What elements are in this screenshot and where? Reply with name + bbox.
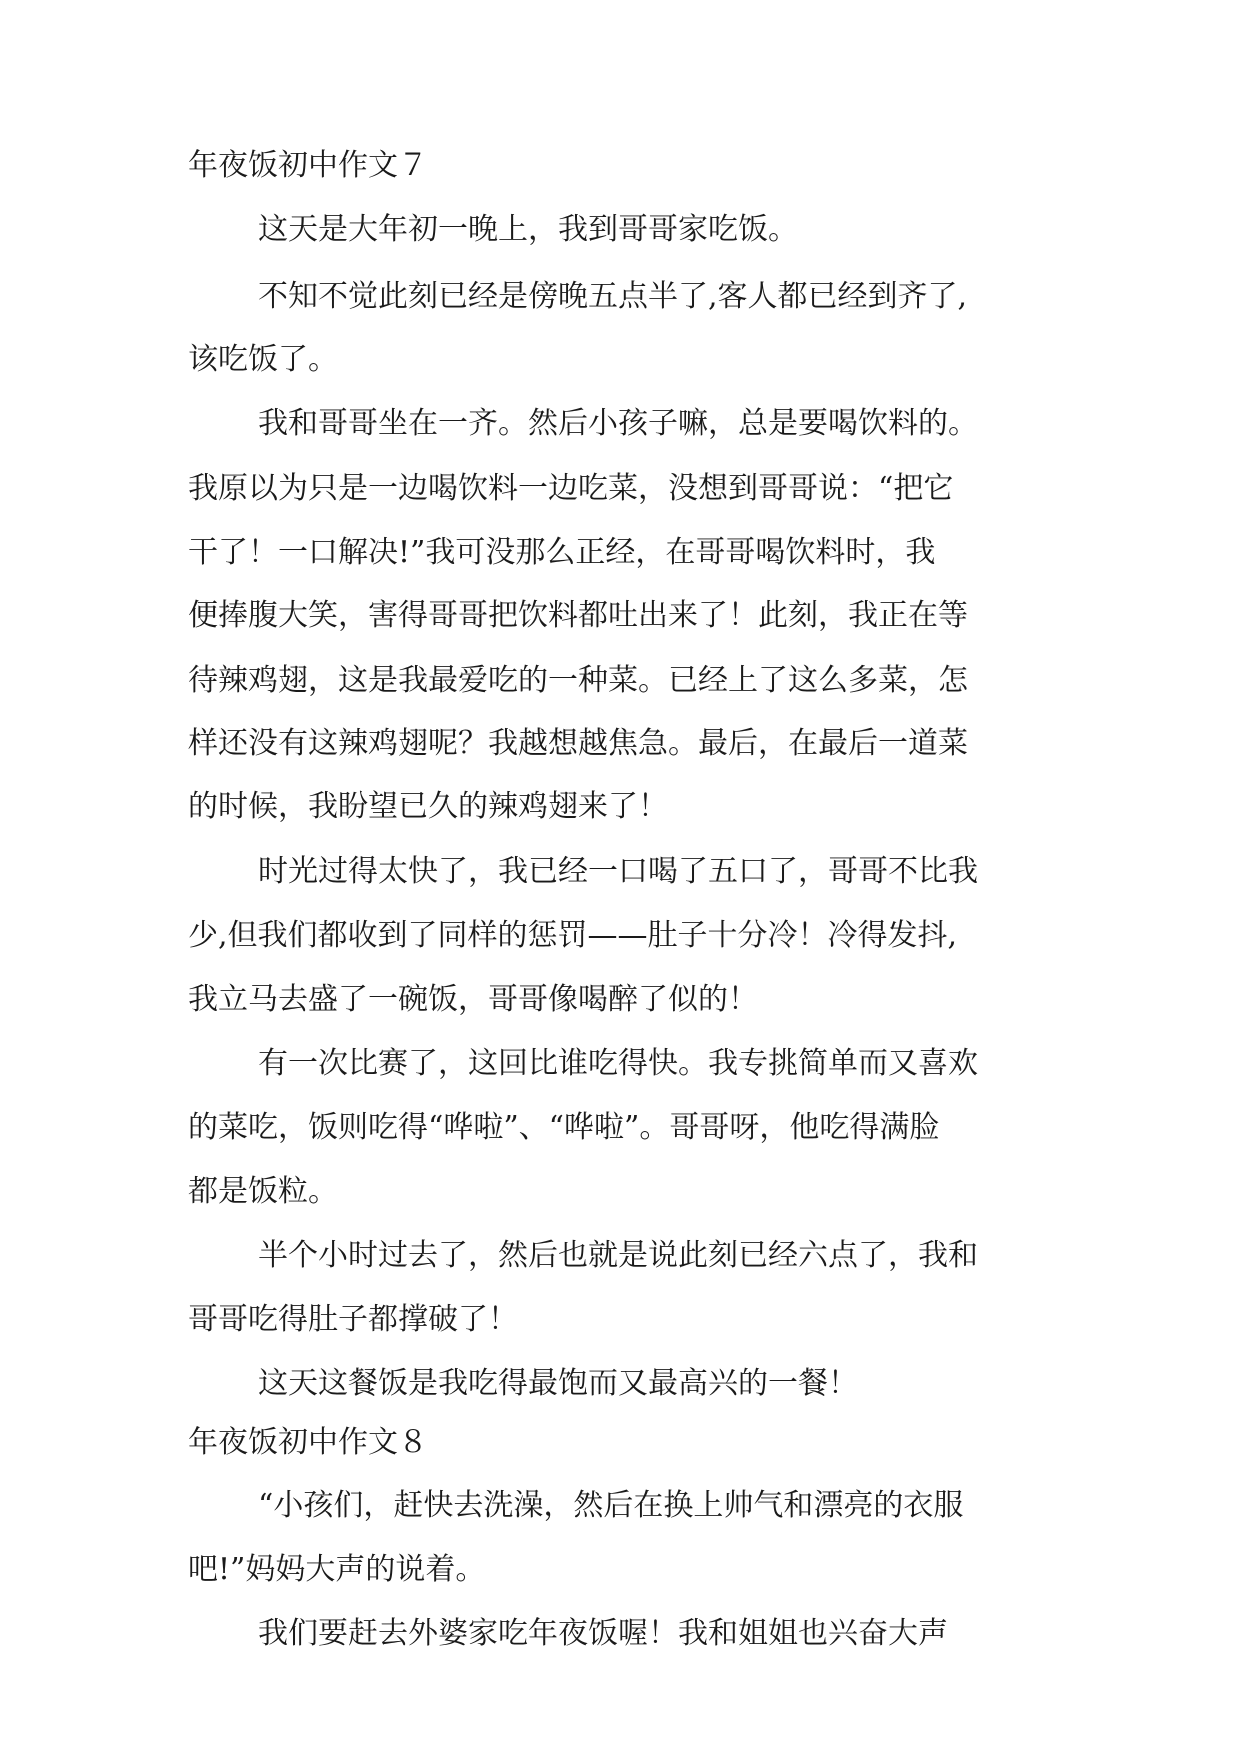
- paragraph-line: 的菜吃，饭则吃得“哗啦”、“哗啦”。哥哥呀，他吃得满脸: [188, 1110, 940, 1145]
- paragraph-line: 我原以为只是一边喝饮料一边吃菜，没想到哥哥说：“把它: [188, 471, 954, 506]
- paragraph-line: 我们要赶去外婆家吃年夜饭喔！我和姐姐也兴奋大声: [258, 1616, 948, 1651]
- paragraph-line: 我立马去盛了一碗饭，哥哥像喝醉了似的！: [188, 982, 758, 1017]
- paragraph-line: 有一次比赛了，这回比谁吃得快。我专挑简单而又喜欢: [258, 1046, 978, 1081]
- paragraph-line: 干了！一口解决!”我可没那么正经，在哥哥喝饮料时，我: [188, 535, 936, 570]
- paragraph-line: 我和哥哥坐在一齐。然后小孩子嘛，总是要喝饮料的。: [258, 406, 978, 441]
- paragraph-line: 不知不觉此刻已经是傍晚五点半了,客人都已经到齐了,: [258, 279, 968, 314]
- paragraph-line: 该吃饭了。: [188, 342, 338, 377]
- paragraph-line: 样还没有这辣鸡翅呢？我越想越焦急。最后，在最后一道菜: [188, 726, 968, 761]
- paragraph-line: 待辣鸡翅，这是我最爱吃的一种菜。已经上了这么多菜，怎: [188, 663, 968, 698]
- paragraph-line: 吧!”妈妈大声的说着。: [188, 1552, 486, 1587]
- essay-title-8: 年夜饭初中作文８: [188, 1425, 428, 1460]
- paragraph-line: 都是饭粒。: [188, 1174, 338, 1209]
- paragraph-line: 便捧腹大笑，害得哥哥把饮料都吐出来了！此刻，我正在等: [188, 598, 968, 633]
- essay-title-7: 年夜饭初中作文７: [188, 148, 428, 183]
- paragraph-line: 的时候，我盼望已久的辣鸡翅来了！: [188, 789, 668, 824]
- paragraph-line: 这天这餐饭是我吃得最饱而又最高兴的一餐！: [258, 1366, 858, 1401]
- paragraph-line: 这天是大年初一晚上，我到哥哥家吃饭。: [258, 212, 798, 247]
- paragraph-line: 哥哥吃得肚子都撑破了！: [188, 1302, 518, 1337]
- paragraph-line: “小孩们，赶快去洗澡，然后在换上帅气和漂亮的衣服: [258, 1488, 964, 1523]
- paragraph-line: 半个小时过去了，然后也就是说此刻已经六点了，我和: [258, 1238, 978, 1273]
- paragraph-line: 少,但我们都收到了同样的惩罚——肚子十分冷！冷得发抖,: [188, 918, 958, 953]
- paragraph-line: 时光过得太快了，我已经一口喝了五口了，哥哥不比我: [258, 854, 978, 889]
